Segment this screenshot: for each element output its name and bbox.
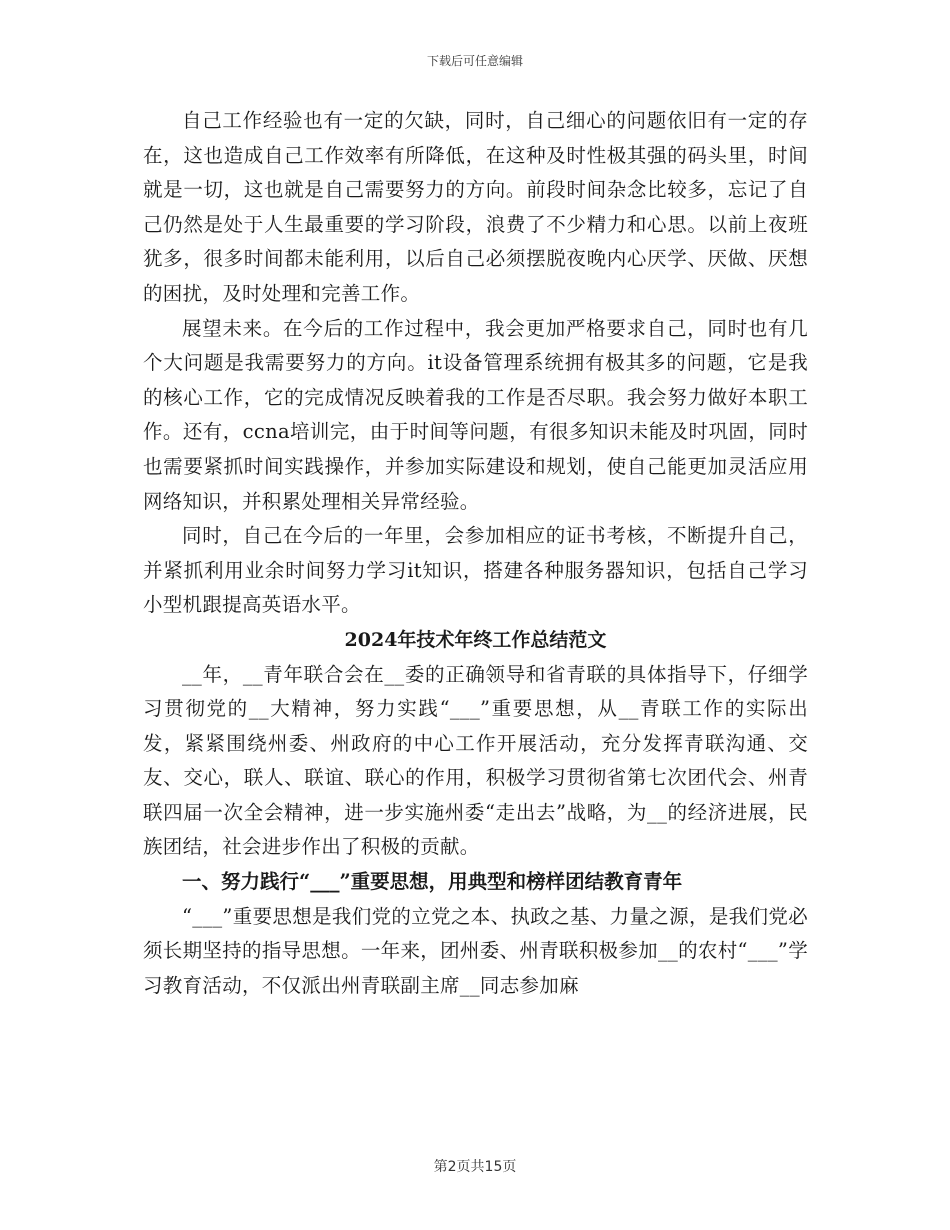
page-number: 第2页共15页	[433, 1159, 517, 1175]
paragraph-youth-federation: __年，__青年联合会在__委的正确领导和省青联的具体指导下，仔细学习贯彻党的__大精神，努力实践“___”重要思想，从__青联工作的实际出发，紧紧围绕州委、州政府的中心工作开展活动，充分发挥青联沟通、交友、交心，联人、联谊、联心的作用，积极学习贯彻省第七次团代会、州青联四届一次全会精神，进一步实施州委“走出去”战略，为__的经济进展，民族团结，社会进步作出了积极的贡献。	[143, 662, 808, 859]
paragraph-certification: 同时，自己在今后的一年里，会参加相应的证书考核，不断提升自己，并紧抓利用业余时间努力学习it知识，搭建各种服务器知识，包括自己学习小型机跟提高英语水平。	[143, 524, 808, 617]
paragraph-experience: 自己工作经验也有一定的欠缺，同时，自己细心的问题依旧有一定的存在，这也造成自己工作效率有所降低，在这种及时性极其强的码头里，时间就是一切，这也就是自己需要努力的方向。前段时间杂念比较多，忘记了自己仍然是处于人生最重要的学习阶段，浪费了不少精力和心思。以前上夜班犹多，很多时间都未能利用，以后自己必须摆脱夜晚内心厌学、厌做、厌想的困扰，及时处理和完善工作。	[143, 109, 808, 305]
document-title: 2024年技术年终工作总结范文	[344, 628, 607, 651]
document-body	[143, 104, 808, 1003]
paragraph-guiding-thought: “___”重要思想是我们党的立党之本、执政之基、力量之源，是我们党必须长期坚持的指导思想。一年来，团州委、州青联积极参加__的农村“___”学习教育活动，不仅派出州青联副主席__同志参加麻	[143, 904, 808, 997]
paragraph-outlook: 展望未来。在今后的工作过程中，我会更加严格要求自己，同时也有几个大问题是我需要努力的方向。it设备管理系统拥有极其多的问题，它是我的核心工作，它的完成情况反映着我的工作是否尽职。我会努力做好本职工作。还有，ccna培训完，由于时间等问题，有很多知识未能及时巩固，同时也需要紧抓时间实践操作，并参加实际建设和规划，使自己能更加灵活应用网络知识，并积累处理相关异常经验。	[143, 316, 808, 513]
section-heading-1: 一、努力践行“___”重要思想，用典型和榜样团结教育青年	[182, 870, 683, 894]
page-header-note: 下载后可任意编辑	[426, 54, 523, 68]
